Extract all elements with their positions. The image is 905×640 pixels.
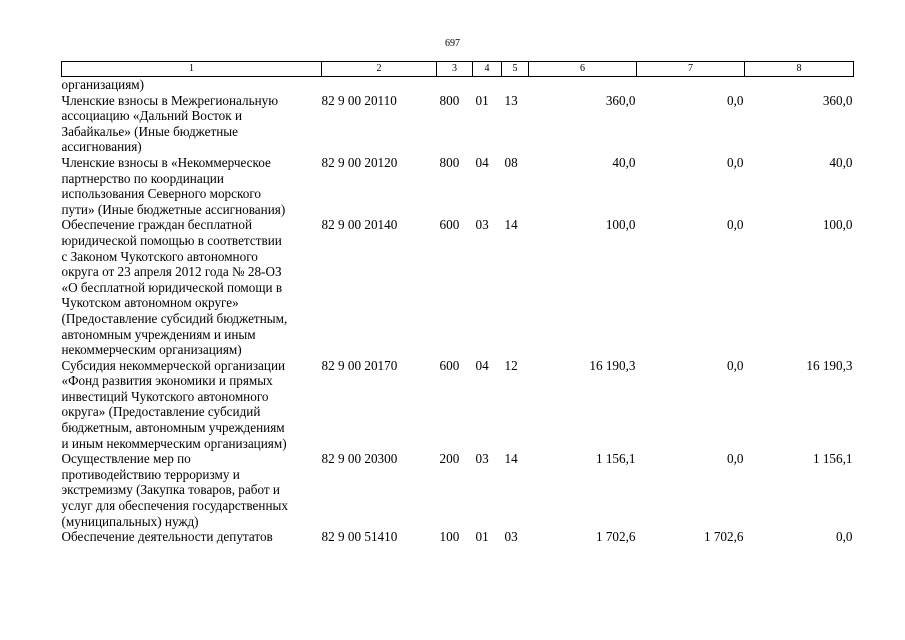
column-header-8: 8: [745, 62, 854, 77]
row-name-line: пути» (Иные бюджетные ассигнования): [61, 201, 286, 217]
subsection-code: 03: [504, 529, 518, 545]
row-name: [62, 217, 322, 357]
row-name-line: инвестиций Чукотского автономного: [61, 388, 269, 404]
row-name-line: экстремизму (Закупка товаров, работ и: [61, 482, 280, 498]
expense-type-code: 100: [439, 529, 460, 545]
amount-subvention: 1 702,6: [703, 529, 744, 545]
amount-own: 40,0: [829, 154, 853, 170]
table-row: [62, 93, 854, 155]
row-name-line: с Законом Чукотского автономного: [61, 248, 258, 264]
row-name-line: Членские взносы в «Некоммерческое: [61, 154, 271, 170]
column-header-7: 7: [637, 62, 745, 77]
table-body: [62, 77, 854, 545]
row-name: [62, 358, 322, 452]
subsection-code: 14: [504, 451, 518, 467]
table-row: [62, 529, 854, 545]
amount-own: 360,0: [822, 92, 853, 108]
row-name-line: Членские взносы в Межрегиональную: [61, 92, 279, 108]
column-header-3: 3: [437, 62, 473, 77]
budget-table: [61, 61, 854, 545]
subsection-code: 13: [504, 92, 518, 108]
section-code: 01: [475, 529, 489, 545]
target-article-code: 82 9 00 51410: [321, 529, 398, 545]
amount-subvention: 0,0: [727, 451, 744, 467]
row-name-line: ассигнования): [61, 139, 142, 155]
column-header-1: 1: [62, 62, 322, 77]
amount-own: 100,0: [822, 217, 853, 233]
amount-own: 16 190,3: [806, 357, 853, 373]
continuation-text: организациям): [61, 77, 145, 92]
row-name-line: и иным некоммерческим организациям): [61, 435, 287, 451]
row-name-line: автономным учреждениям и иным: [61, 326, 256, 342]
column-header-4: 4: [473, 62, 502, 77]
table-row: [62, 155, 854, 217]
expense-type-code: 800: [439, 154, 460, 170]
expense-type-code: 200: [439, 451, 460, 467]
row-name-line: округа» (Предоставление субсидий: [61, 404, 261, 420]
row-name-line: Обеспечение деятельности депутатов: [61, 529, 273, 545]
row-name-line: Чукотском автономном округе»: [61, 295, 239, 311]
amount-subvention: 0,0: [727, 217, 744, 233]
row-name: [62, 529, 322, 545]
target-article-code: 82 9 00 20110: [321, 92, 397, 108]
expense-type-code: 600: [439, 217, 460, 233]
section-code: 03: [475, 217, 489, 233]
amount-own: 0,0: [836, 529, 853, 545]
column-header-5: 5: [502, 62, 529, 77]
expense-type-code: 800: [439, 92, 460, 108]
amount-subvention: 0,0: [727, 357, 744, 373]
target-article-code: 82 9 00 20140: [321, 217, 398, 233]
column-header-6: 6: [529, 62, 637, 77]
row-name-line: партнерство по координации: [61, 170, 224, 186]
section-code: 01: [475, 92, 489, 108]
row-name-line: округа от 23 апреля 2012 года № 28-ОЗ: [61, 264, 282, 280]
amount-total: 360,0: [605, 92, 636, 108]
amount-subvention: 0,0: [727, 92, 744, 108]
row-name-line: Обеспечение граждан бесплатной: [61, 217, 253, 233]
column-header-2: 2: [322, 62, 437, 77]
target-article-code: 82 9 00 20120: [321, 154, 398, 170]
row-name: [62, 155, 322, 217]
row-name-line: «Фонд развития экономики и прямых: [61, 373, 273, 389]
row-name-line: юридической помощью в соответствии: [61, 232, 282, 248]
amount-total: 1 702,6: [595, 529, 636, 545]
section-code: 04: [475, 357, 489, 373]
amount-total: 100,0: [605, 217, 636, 233]
row-name-line: Осуществление мер по: [61, 451, 191, 467]
amount-total: 16 190,3: [589, 357, 636, 373]
row-name-line: услуг для обеспечения государственных: [61, 498, 288, 514]
amount-own: 1 156,1: [812, 451, 853, 467]
row-name-line: противодействию терроризму и: [61, 466, 240, 482]
row-name-line: (Предоставление субсидий бюджетным,: [61, 310, 288, 326]
target-article-code: 82 9 00 20300: [321, 451, 398, 467]
table-header: [62, 62, 854, 77]
row-name-line: (муниципальных) нужд): [61, 513, 199, 529]
row-name-line: бюджетным, автономным учреждениям: [61, 420, 285, 436]
table-row: [62, 451, 854, 529]
table-row: [62, 358, 854, 452]
row-name-line: некоммерческим организациям): [61, 342, 242, 358]
subsection-code: 14: [504, 217, 518, 233]
amount-total: 1 156,1: [595, 451, 636, 467]
row-name: [62, 93, 322, 155]
row-name-line: использования Северного морского: [61, 186, 262, 202]
section-code: 04: [475, 154, 489, 170]
row-name-line: Субсидия некоммерческой организации: [61, 357, 286, 373]
expense-type-code: 600: [439, 357, 460, 373]
row-name-line: ассоциацию «Дальний Восток и: [61, 108, 243, 124]
row-name-line: Забайкалье» (Иные бюджетные: [61, 123, 239, 139]
subsection-code: 08: [504, 154, 518, 170]
page-number: 697: [445, 38, 460, 49]
row-name: [62, 451, 322, 529]
target-article-code: 82 9 00 20170: [321, 357, 398, 373]
row-name-line: «О бесплатной юридической помощи в: [61, 279, 283, 295]
table-row: [62, 217, 854, 357]
amount-subvention: 0,0: [727, 154, 744, 170]
section-code: 03: [475, 451, 489, 467]
subsection-code: 12: [504, 357, 518, 373]
amount-total: 40,0: [612, 154, 636, 170]
continuation-row: [62, 77, 854, 93]
